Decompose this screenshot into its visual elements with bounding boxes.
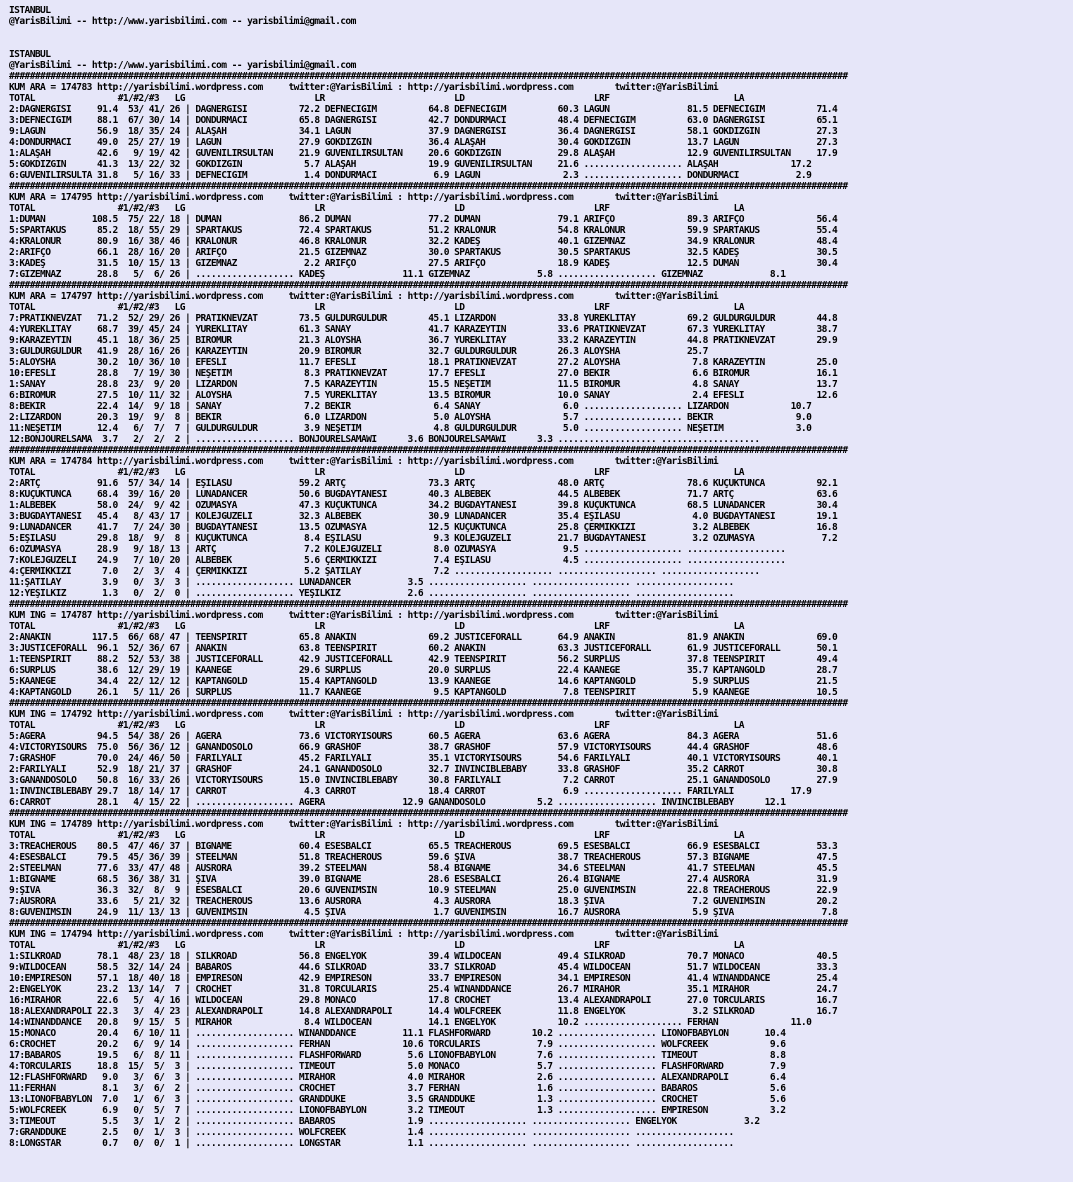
horse-row: 4:VICTORYISOURS 75.0 56/ 36/ 12 | GANANDOSOLO 66.9 GRASHOF 38.7 GRASHOF 57.9 VICTORYISOURS 44.4 GRASHOF 48.6 [9,742,838,753]
horse-row: 1:INVINCIBLEBABY 29.7 18/ 14/ 17 | CARROT 4.3 CARROT 18.4 CARROT 6.9 ................... FARİLYALİ 17.9 [9,786,812,797]
horse-row: 6:BİRÖMÜR 27.5 10/ 11/ 32 | ALOYSHA 7.5 YÜREKLİTAY 13.5 BİRÖMÜR 10.0 SANAY 2.4 EFESLİ 12.6 [9,390,838,401]
horse-row: 1:TEENSPIRIT 88.2 52/ 53/ 38 | JUSTICEFORALL 42.9 JUSTICEFORALL 42.9 TEENSPIRIT 56.2 SURPLUS 37.8 TEENSPIRIT 49.4 [9,654,838,665]
separator-line: ################################################################################################################################################################## [9,599,848,610]
horse-row: 8:BEKİR 22.4 14/ 9/ 18 | SANAY 7.2 BEKİR 6.4 SANAY 6.0 ................... LİZARDON 10.7 [9,401,812,412]
separator-line: ################################################################################################################################################################## [9,808,848,819]
horse-row: 3:JUSTICEFORALL 96.1 52/ 36/ 67 | ANAKIN 63.8 TEENSPIRIT 60.2 ANAKIN 63.3 JUSTICEFORALL 61.9 JUSTICEFORALL 50.1 [9,643,838,654]
horse-row: 3:TREACHEROUS 80.5 47/ 46/ 37 | BIGNAME 60.4 ESESBALCI 65.5 TREACHEROUS 69.5 ESESBALCI 66.9 ESESBALCI 53.3 [9,841,838,852]
report-body [9,49,1073,1149]
horse-row: 3:GANANDOSOLO 50.8 16/ 33/ 26 | VICTORYISOURS 15.0 INVINCIBLEBABY 30.8 FARİLYALİ 7.2 CARROT 25.1 GANANDOSOLO 27.9 [9,775,838,786]
horse-row: 15:MONACO 20.4 6/ 10/ 11 | ................... WINANDDANCE 11.1 FLASHFORWARD 10.2 ................... LİONOFBABYLON 10.4 [9,1028,786,1039]
horse-row: 4:ÇERMİKKIZI 7.0 2/ 3/ 4 | ÇERMİKKIZI 5.2 ŞATILAY 7.2 ................... ................... ................... [9,566,760,577]
horse-row: 7:GRASHOF 70.0 24/ 46/ 50 | FARİLYALİ 45.2 FARİLYALİ 35.1 VICTORYISOURS 54.6 FARİLYALİ 40.1 VICTORYISOURS 40.1 [9,753,838,764]
horse-row: 7:PRATİKNEVZAT 71.2 52/ 29/ 26 | PRATİKNEVZAT 73.5 GÜLDÜRGÜLDÜR 45.1 LİZARDON 33.8 YÜREKLİTAY 69.2 GÜLDÜRGÜLDÜR 44.8 [9,313,838,324]
race-header: KUM ING = 174787 http://yarisbilimi.wordpress.com twitter:@YarisBilimi : http://yarisbilimi.wordpress.com twitter:@YarisBilimi [9,610,719,621]
horse-row: 5:SPARTAKÜS 85.2 18/ 55/ 29 | SPARTAKÜS 72.4 SPARTAKÜS 51.2 KRALONUR 54.8 KRALONUR 59.9 SPARTAKÜS 55.4 [9,225,838,236]
horse-row: 5:EŞİLASU 29.8 18/ 9/ 8 | KÜÇÜKTUNCA 8.4 EŞİLASU 9.3 KOLEJGÜZELİ 21.7 BUĞDAYTANESİ 3.2 ÖZÜMASYA 7.2 [9,533,838,544]
blank-line [9,38,1073,49]
race-header: KUM ARA = 174795 http://yarisbilimi.wordpress.com twitter:@YarisBilimi : http://yarisbilimi.wordpress.com twitter:@YarisBilimi [9,192,719,203]
horse-row: 9:KARAZEYTİN 45.1 18/ 36/ 25 | BİRÖMÜR 21.3 ALOYSHA 36.7 YÜREKLİTAY 33.2 KARAZEYTİN 44.8 PRATİKNEVZAT 29.9 [9,335,838,346]
horse-row: 4:YÜREKLİTAY 68.7 39/ 45/ 24 | YÜREKLİTAY 61.3 SANAY 41.7 KARAZEYTİN 33.6 PRATİKNEVZAT 67.3 YÜREKLİTAY 38.7 [9,324,838,335]
race-header: KUM ARA = 174797 http://yarisbilimi.wordpress.com twitter:@YarisBilimi : http://yarisbilimi.wordpress.com twitter:@YarisBilimi [9,291,719,302]
horse-row: 12:YEŞİLKIZ 1.3 0/ 2/ 0 | ................... YEŞİLKIZ 2.6 ................... ................... ................... [9,588,734,599]
race-header: KUM ARA = 174784 http://yarisbilimi.wordpress.com twitter:@YarisBilimi : http://yarisbilimi.wordpress.com twitter:@YarisBilimi [9,456,719,467]
column-header: TOTAL #1/#2/#3 LG LR LD LRF LA [9,940,744,951]
horse-row: 1:ALAŞAH 42.6 9/ 19/ 42 | GÜVENİLİRSULTAN 21.9 GÜVENİLİRSULTAN 20.6 GÖKDİZGİN 29.8 ALAŞAH 12.9 GÜVENİLİRSULTAN 17.9 [9,148,838,159]
race-header: KUM ING = 174794 http://yarisbilimi.wordpress.com twitter:@YarisBilimi : http://yarisbilimi.wordpress.com twitter:@YarisBilimi [9,929,719,940]
horse-row: 8:GÜVENİMSİN 24.9 11/ 13/ 13 | GÜVENİMSİN 4.5 ŞİVA 1.7 GÜVENİMSİN 16.7 AUSRORA 5.9 ŞİVA 7.8 [9,907,838,918]
horse-row: 5:WOLFCREEK 6.9 0/ 5/ 7 | ................... LİONOFBABYLON 3.2 TİMEOUT 1.3 ................... EMPIRESON 3.2 [9,1105,786,1116]
horse-row: 11:FERHAN 8.1 3/ 6/ 2 | ................... CROCHET 3.7 FERHAN 1.6 ................... BABAROS 5.6 [9,1083,786,1094]
horse-row: 4:DONDURMACI 49.0 25/ 27/ 19 | LAGÜN 27.9 GÖKDİZGİN 36.4 ALAŞAH 30.4 GÖKDİZGİN 13.7 LAGÜN 27.3 [9,137,838,148]
horse-row: 4:TORCULARIS 18.8 15/ 5/ 3 | ................... TİMEOUT 5.0 MONACO 5.7 ................... FLASHFORWARD 7.9 [9,1061,786,1072]
separator-line: ################################################################################################################################################################## [9,698,848,709]
horse-row: 8:KÜÇÜKTUNCA 68.4 39/ 16/ 20 | LUNADANCER 50.6 BUĞDAYTANESİ 40.3 ALBEBEK 44.5 ALBEBEK 71.7 ARTÇ 63.6 [9,489,838,500]
horse-row: 4:KRALONUR 80.9 16/ 38/ 46 | KRALONUR 46.8 KRALONUR 32.2 KADEŞ 40.1 GİZEMNAZ 34.9 KRALONUR 48.4 [9,236,838,247]
horse-row: 18:ALEXANDRAPOLİ 22.3 3/ 4/ 23 | ALEXANDRAPOLİ 14.8 ALEXANDRAPOLİ 14.4 WOLFCREEK 11.8 ENGELYOK 3.2 SILKROAD 16.7 [9,1006,838,1017]
race-header: KUM ING = 174789 http://yarisbilimi.wordpress.com twitter:@YarisBilimi : http://yarisbilimi.wordpress.com twitter:@YarisBilimi [9,819,719,830]
horse-row: 9:ŞİVA 36.3 32/ 8/ 9 | ESESBALCI 20.6 GÜVENİMSİN 10.9 STEELMAN 25.0 GÜVENİMSİN 22.8 TREACHEROUS 22.9 [9,885,838,896]
horse-row: 3:TİMEOUT 5.5 3/ 1/ 2 | ................... BABAROS 1.9 ................... ................... ENGELYOK 3.2 [9,1116,760,1127]
horse-row: 11:NEŞETİM 12.4 6/ 7/ 7 | GÜLDÜRGÜLDÜR 3.9 NEŞETİM 4.8 GÜLDÜRGÜLDÜR 5.0 ................... NEŞETİM 3.0 [9,423,812,434]
separator-line: ################################################################################################################################################################## [9,71,848,82]
horse-row: 5:KAANEGE 34.4 22/ 12/ 12 | KAPTANGOLD 15.4 KAPTANGOLD 13.9 KAANEGE 14.6 KAPTANGOLD 5.9 SURPLUS 21.5 [9,676,838,687]
horse-row: 3:BUĞDAYTANESİ 45.4 8/ 43/ 17 | KOLEJGÜZELİ 32.3 ALBEBEK 30.9 LUNADANCER 35.4 EŞİLASU 4.0 BUĞDAYTANESİ 19.1 [9,511,838,522]
horse-row: 4:ESESBALCI 79.5 45/ 36/ 39 | STEELMAN 51.8 TREACHEROUS 59.6 ŞİVA 38.7 TREACHEROUS 57.3 BIGNAME 47.5 [9,852,838,863]
horse-row: 2:DAĞNERGİSİ 91.4 53/ 41/ 26 | DAĞNERGİSİ 72.2 DEFNECİĞİM 64.8 DEFNECİĞİM 60.3 LAGÜN 81.5 DEFNECİĞİM 71.4 [9,104,838,115]
horse-row: 6:SURPLUS 38.6 12/ 29/ 19 | KAANEGE 29.6 SURPLUS 20.0 SURPLUS 22.4 KAANEGE 35.7 KAPTANGOLD 28.7 [9,665,838,676]
horse-row: 9:LUNADANCER 41.7 7/ 24/ 30 | BUĞDAYTANESİ 13.5 ÖZÜMASYA 12.5 KÜÇÜKTUNCA 25.8 ÇERMİKKIZI 3.2 ALBEBEK 16.8 [9,522,838,533]
column-header: TOTAL #1/#2/#3 LG LR LD LRF LA [9,467,744,478]
horse-row: 2:STEELMAN 77.6 33/ 47/ 48 | AUSRORA 39.2 STEELMAN 58.4 BIGNAME 34.6 STEELMAN 41.7 STEELMAN 45.5 [9,863,838,874]
race-header: KUM ARA = 174783 http://yarisbilimi.wordpress.com twitter:@YarisBilimi : http://yarisbilimi.wordpress.com twitter:@YarisBilimi [9,82,719,93]
horse-row: 16:MİRAHOR 22.6 5/ 4/ 16 | WILDOCEAN 29.8 MONACO 17.8 CROCHET 13.4 ALEXANDRAPOLİ 27.0 TORCULARIS 16.7 [9,995,838,1006]
column-header: TOTAL #1/#2/#3 LG LR LD LRF LA [9,621,744,632]
horse-row: 6:CARROT 28.1 4/ 15/ 22 | ................... AGERA 12.9 GANANDOSOLO 5.2 ................... INVINCIBLEBABY 12.1 [9,797,786,808]
horse-row: 17:BABAROS 19.5 6/ 8/ 11 | ................... FLASHFORWARD 5.6 LİONOFBABYLON 7.6 ................... TİMEOUT 8.8 [9,1050,786,1061]
horse-row: 7:AUSRORA 33.6 5/ 21/ 32 | TREACHEROUS 13.6 AUSRORA 4.3 AUSRORA 18.3 ŞİVA 7.2 GÜVENİMSİN 20.2 [9,896,838,907]
horse-row: 5:GÖKDİZGİN 41.3 13/ 22/ 32 | GÖKDİZGİN 5.7 ALAŞAH 19.9 GÜVENİLİRSULTAN 21.6 ................... ALAŞAH 17.2 [9,159,812,170]
horse-row: 7:GİZEMNAZ 28.8 5/ 6/ 26 | ................... KADEŞ 11.1 GİZEMNAZ 5.8 ................... GİZEMNAZ 8.1 [9,269,786,280]
horse-row: 10:EMPIRESON 57.1 18/ 40/ 18 | EMPIRESON 42.9 EMPIRESON 33.7 EMPIRESON 34.1 EMPIRESON 41.4 WINANDDANCE 25.4 [9,973,838,984]
report-line: @YarisBilimi -- http://www.yarisbilimi.com -- yarisbilimi@gmail.com [9,60,356,71]
separator-line: ################################################################################################################################################################## [9,280,848,291]
horse-row: 11:ŞATILAY 3.9 0/ 3/ 3 | ................... LUNADANCER 3.5 ................... ................... ................... [9,577,734,588]
horse-row: 9:WILDOCEAN 58.5 32/ 14/ 24 | BABAROS 44.6 SILKROAD 33.7 SILKROAD 45.4 WILDOCEAN 51.7 WILDOCEAN 33.3 [9,962,838,973]
horse-row: 5:ALOYSHA 30.2 10/ 36/ 10 | EFESLİ 11.7 EFESLİ 18.1 PRATİKNEVZAT 27.2 ALOYSHA 7.8 KARAZEYTİN 25.0 [9,357,838,368]
horse-row: 2:ANAKIN 117.5 66/ 68/ 47 | TEENSPIRIT 65.8 ANAKIN 69.2 JUSTICEFORALL 64.9 ANAKIN 81.9 ANAKIN 69.0 [9,632,838,643]
horse-row: 2:ARİFÇO 66.1 28/ 16/ 20 | ARİFÇO 21.5 GİZEMNAZ 30.0 SPARTAKÜS 30.5 SPARTAKÜS 32.5 KADEŞ 30.5 [9,247,838,258]
column-header: TOTAL #1/#2/#3 LG LR LD LRF LA [9,302,744,313]
blank-line [9,27,1073,38]
horse-row: 3:DEFNECİĞİM 88.1 67/ 30/ 14 | DONDURMACI 65.8 DAĞNERGİSİ 42.7 DONDURMACI 48.4 DEFNECİĞİM 63.0 DAĞNERGİSİ 65.1 [9,115,838,126]
horse-row: 1:SILKROAD 78.1 48/ 23/ 18 | SILKROAD 56.8 ENGELYOK 39.4 WILDOCEAN 49.4 SILKROAD 70.7 MONACO 40.5 [9,951,838,962]
horse-row: 2:FARİLYALİ 52.9 18/ 21/ 37 | GRASHOF 24.1 GANANDOSOLO 32.7 INVINCIBLEBABY 33.8 GRASHOF 35.2 CARROT 30.8 [9,764,838,775]
race-header: KUM ING = 174792 http://yarisbilimi.wordpress.com twitter:@YarisBilimi : http://yarisbilimi.wordpress.com twitter:@YarisBilimi [9,709,719,720]
column-header: TOTAL #1/#2/#3 LG LR LD LRF LA [9,93,744,104]
horse-row: 1:ALBEBEK 58.0 24/ 9/ 42 | ÖZÜMASYA 47.3 KÜÇÜKTUNCA 34.2 BUĞDAYTANESİ 39.8 KÜÇÜKTUNCA 68.5 LUNADANCER 30.4 [9,500,838,511]
separator-line: ################################################################################################################################################################## [9,181,848,192]
horse-row: 3:GÜLDÜRGÜLDÜR 41.9 28/ 16/ 26 | KARAZEYTİN 20.9 BİRÖMÜR 32.7 GÜLDÜRGÜLDÜR 26.3 ALOYSHA 25.7 [9,346,708,357]
horse-row: 1:SANAY 28.8 23/ 9/ 20 | LİZARDON 7.5 KARAZEYTİN 15.5 NEŞETİM 11.5 BİRÖMÜR 4.8 SANAY 13.7 [9,379,838,390]
horse-row: 2:ENGELYOK 23.2 13/ 14/ 7 | CROCHET 31.8 TORCULARIS 25.4 WINANDDANCE 26.7 MİRAHOR 35.1 MİRAHOR 24.7 [9,984,838,995]
horse-row: 2:LİZARDON 20.3 19/ 9/ 8 | BEKİR 6.0 LİZARDON 5.0 ALOYSHA 5.7 ................... BEKİR 9.0 [9,412,812,423]
horse-row: 14:WINANDDANCE 20.8 9/ 15/ 5 | MİRAHOR 8.4 WILDOCEAN 14.1 ENGELYOK 10.2 ................... FERHAN 11.0 [9,1017,812,1028]
horse-row: 7:GRANDDUKE 2.5 0/ 1/ 3 | ................... WOLFCREEK 1.4 ................... ................... ................... [9,1127,734,1138]
header-title: ISTANBUL [9,5,51,16]
horse-row: 3:KADEŞ 31.5 10/ 15/ 13 | GİZEMNAZ 2.2 ARİFÇO 27.5 ARİFÇO 18.9 KADEŞ 12.5 DUMAN 30.4 [9,258,838,269]
separator-line: ################################################################################################################################################################## [9,918,848,929]
horse-row: 12:FLASHFORWARD 9.0 3/ 6/ 3 | ................... MİRAHOR 4.0 MİRAHOR 2.6 ................... ALEXANDRAPOLİ 6.4 [9,1072,786,1083]
column-header: TOTAL #1/#2/#3 LG LR LD LRF LA [9,830,744,841]
horse-row: 10:EFESLİ 28.8 7/ 19/ 30 | NEŞETİM 8.3 PRATİKNEVZAT 17.7 EFESLİ 27.0 BEKİR 6.6 BİRÖMÜR 16.1 [9,368,838,379]
column-header: TOTAL #1/#2/#3 LG LR LD LRF LA [9,720,744,731]
horse-row: 7:KOLEJGÜZELİ 24.9 7/ 10/ 20 | ALBEBEK 5.6 ÇERMİKKIZI 7.4 EŞİLASU 4.5 ................... ................... [9,555,786,566]
horse-row: 1:DUMAN 108.5 75/ 22/ 18 | DUMAN 86.2 DUMAN 77.2 DUMAN 79.1 ARİFÇO 89.3 ARİFÇO 56.4 [9,214,838,225]
header-contact: @YarisBilimi -- http://www.yarisbilimi.com -- yarisbilimi@gmail.com [9,16,356,27]
horse-row: 12:BONJOURELSAMA 3.7 2/ 2/ 2 | ................... BONJOURELSAMAWİ 3.6 BONJOURELSAMAWİ 3.3 ................... ................... [9,434,760,445]
horse-row: 4:KAPTANGOLD 26.1 5/ 11/ 26 | SURPLUS 11.7 KAANEGE 9.5 KAPTANGOLD 7.8 TEENSPIRIT 5.9 KAANEGE 10.5 [9,687,838,698]
report-line: ISTANBUL [9,49,51,60]
column-header: TOTAL #1/#2/#3 LG LR LD LRF LA [9,203,744,214]
horse-row: 5:AGERA 94.5 54/ 38/ 26 | AGERA 73.6 VICTORYISOURS 60.5 AGERA 63.6 AGERA 84.3 AGERA 51.6 [9,731,838,742]
horse-row: 6:ÖZÜMASYA 28.9 9/ 18/ 13 | ARTÇ 7.2 KOLEJGÜZELİ 8.0 ÖZÜMASYA 9.5 ................... ................... [9,544,786,555]
separator-line: ################################################################################################################################################################## [9,445,848,456]
horse-row: 13:LİONOFBABYLON 7.0 1/ 6/ 3 | ................... GRANDDUKE 3.5 GRANDDUKE 1.3 ................... CROCHET 5.6 [9,1094,786,1105]
horse-row: 2:ARTÇ 91.6 57/ 34/ 14 | EŞİLASU 59.2 ARTÇ 73.3 ARTÇ 48.0 ARTÇ 78.6 KÜÇÜKTUNCA 92.1 [9,478,838,489]
horse-row: 6:CROCHET 20.2 6/ 9/ 14 | ................... FERHAN 10.6 TORCULARIS 7.9 ................... WOLFCREEK 9.6 [9,1039,786,1050]
horse-row: 9:LAGÜN 56.9 18/ 35/ 24 | ALAŞAH 34.1 LAGÜN 37.9 DAĞNERGİSİ 36.4 DAĞNERGİSİ 58.1 GÖKDİZGİN 27.3 [9,126,838,137]
horse-row: 1:BIGNAME 68.5 36/ 38/ 31 | ŞİVA 39.0 BIGNAME 28.6 ESESBALCI 26.4 BIGNAME 27.4 AUSRORA 31.9 [9,874,838,885]
horse-row: 8:LONGSTAR 0.7 0/ 0/ 1 | ................... LONGSTAR 1.1 ................... ................... ................... [9,1138,734,1149]
horse-row: 6:GÜVENİLİRSULTA 31.8 5/ 16/ 33 | DEFNECİĞİM 1.4 DONDURMACI 6.9 LAGÜN 2.3 ................... DONDURMACI 2.9 [9,170,812,181]
